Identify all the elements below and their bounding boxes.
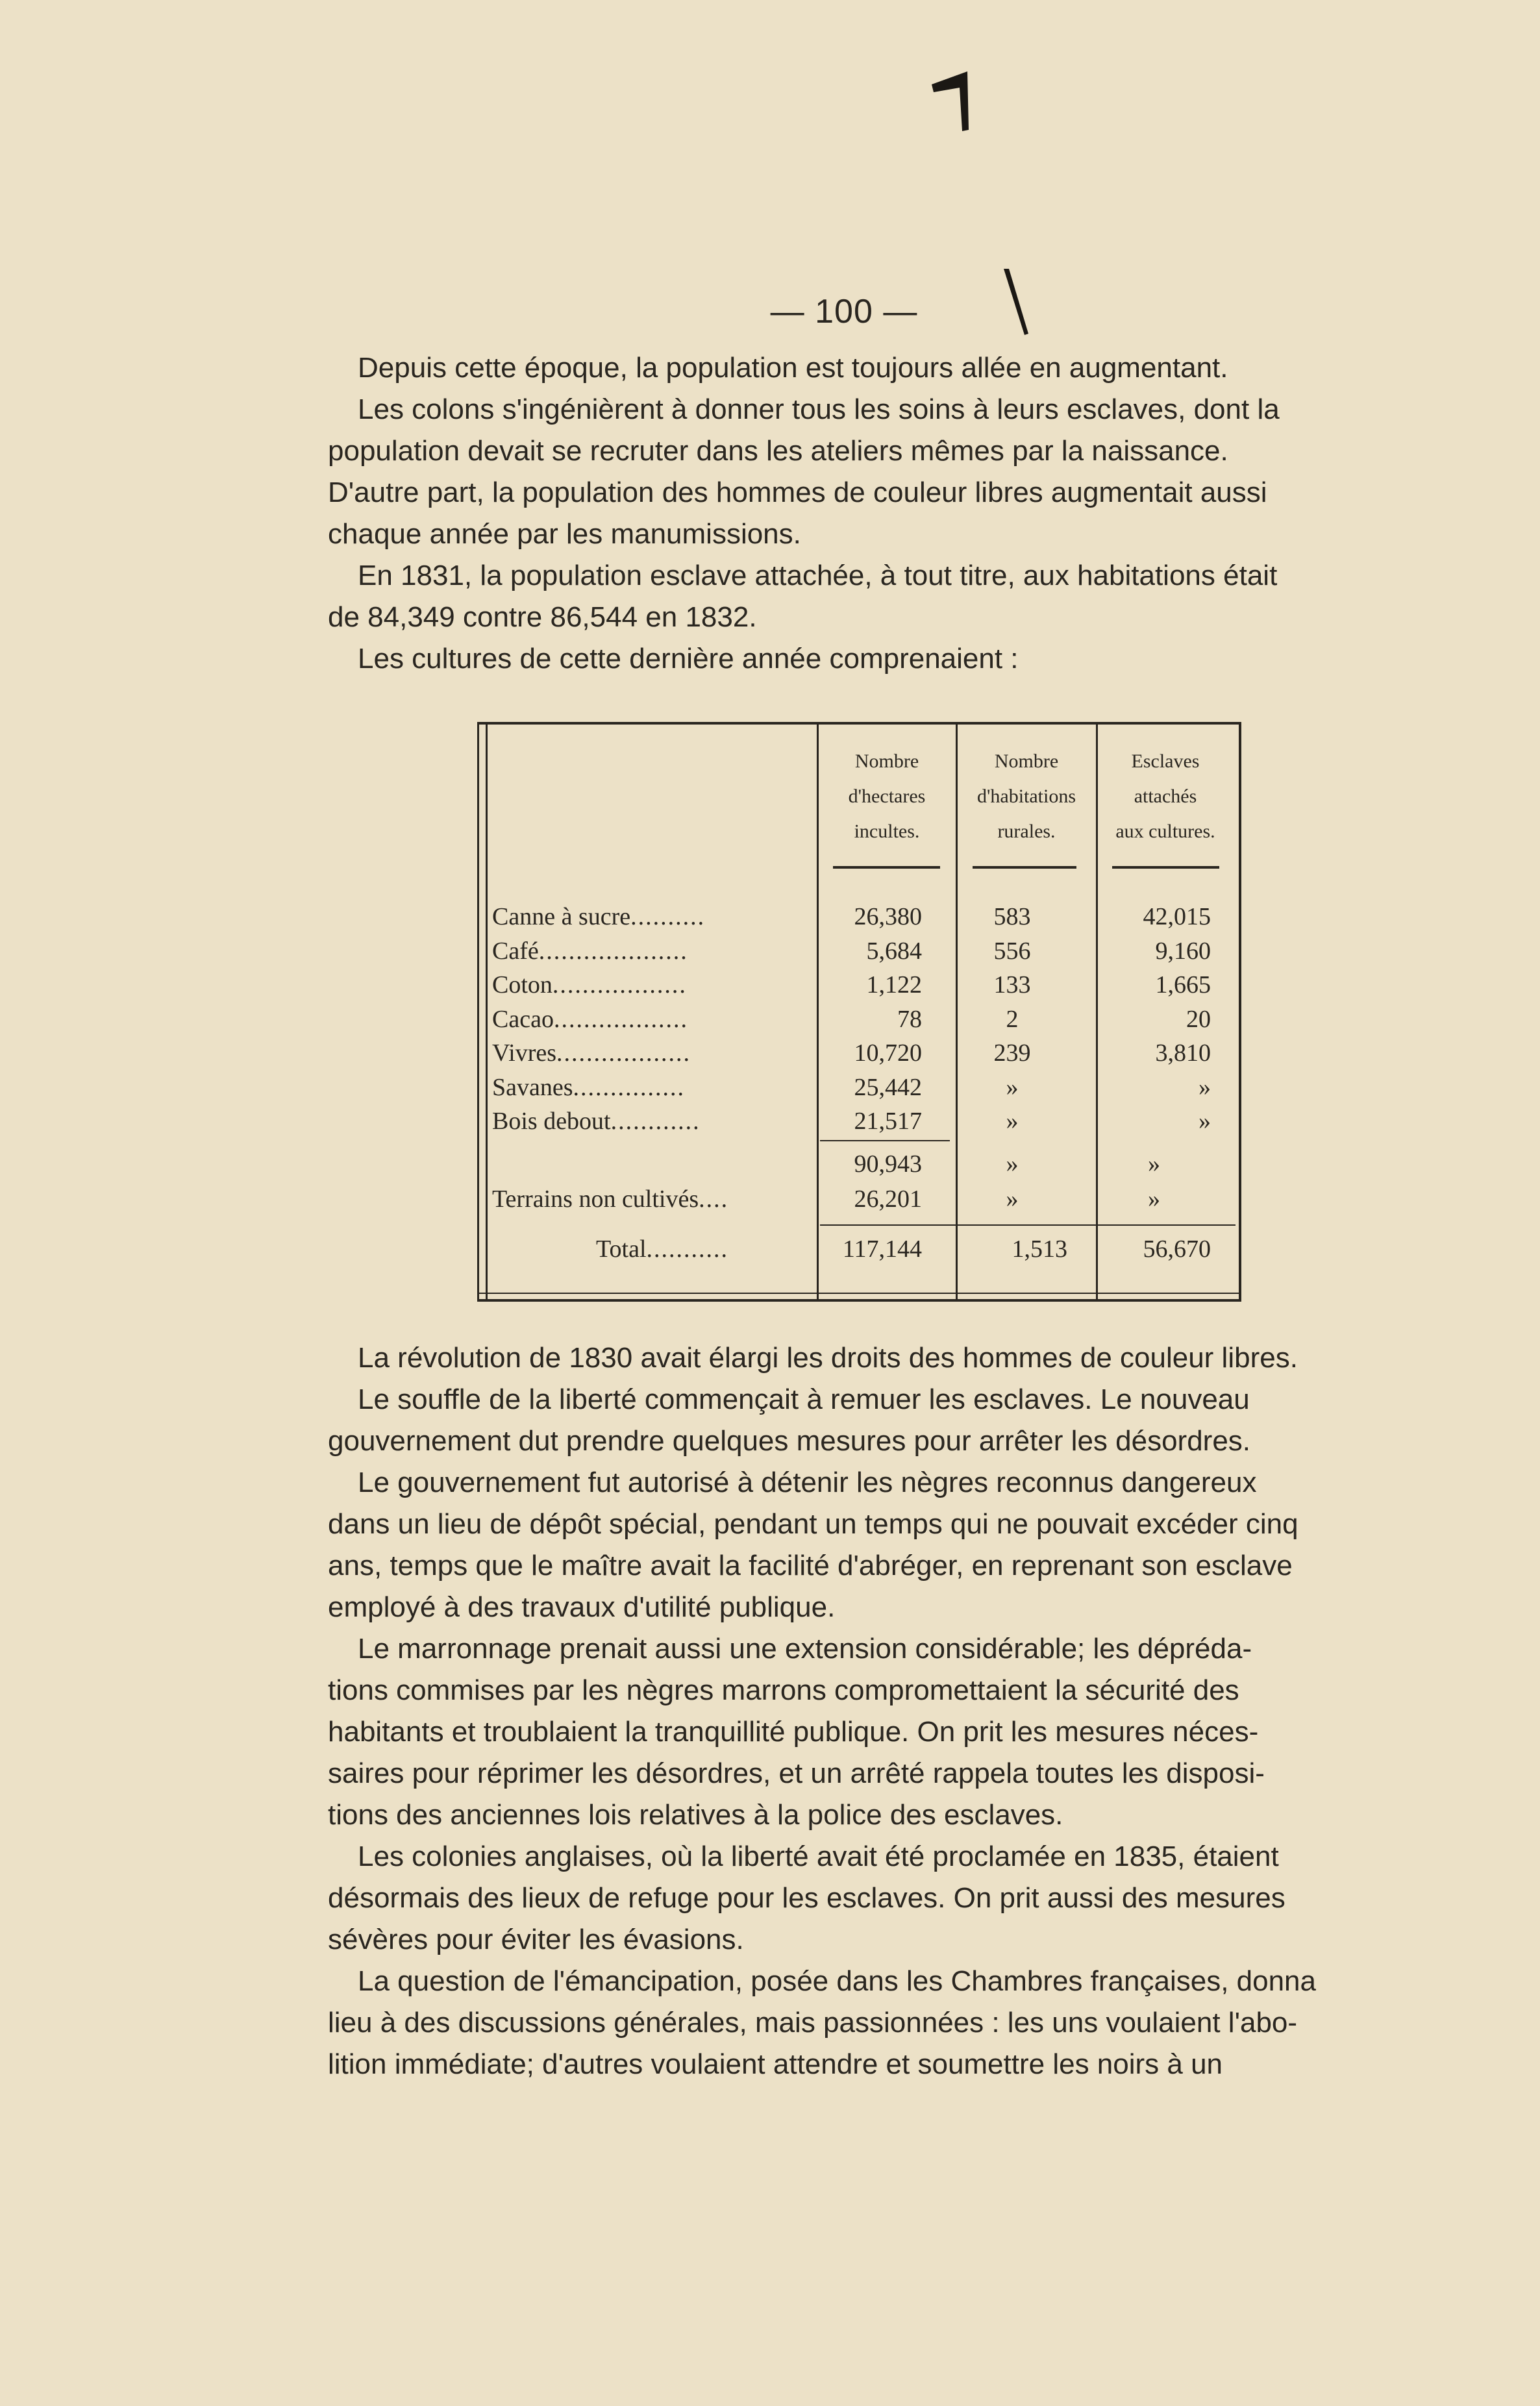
text-line: habitants et troublaient la tranquillité publique. On prit les mesures néces- [328, 1716, 1259, 1748]
table-row [479, 900, 1239, 934]
header-habitations: Nombre d'habitations rurales. [976, 750, 1076, 842]
table-row [479, 968, 1239, 1002]
ink-mark-top [928, 65, 980, 136]
text-line: ans, temps que le maître avait la facilité d'abréger, en reprenant son esclave [328, 1550, 1293, 1581]
paragraph [328, 1836, 1386, 1961]
text-line: Les colons s'ingénièrent à donner tous les soins à leurs esclaves, dont la [358, 393, 1280, 425]
row-label: Café.................... [492, 937, 688, 965]
paragraph [328, 555, 1386, 638]
header-rule [833, 866, 940, 869]
text-line: Le marronnage prenait aussi une extension considérable; les dépréda- [358, 1633, 1252, 1665]
row-label: Cacao.................. [492, 1005, 688, 1033]
paragraph [328, 347, 1386, 389]
text-line: employé à des travaux d'utilité publique. [328, 1591, 836, 1623]
row-label: Coton.................. [492, 971, 687, 998]
cell-esclaves: 3,810 [1155, 1039, 1211, 1067]
header-rule [1112, 866, 1219, 869]
text-line: lition immédiate; d'autres voulaient attendre et soumettre les noirs à un [328, 2048, 1223, 2080]
table-row-subtotal: 90,943 » » [854, 1150, 1160, 1178]
cell-hectares: 10,720 [854, 1039, 922, 1067]
cell-hectares: 21,517 [854, 1108, 922, 1135]
table-row [479, 934, 1239, 968]
text-line: de 84,349 contre 86,544 en 1832. [328, 601, 757, 633]
text-line: Les cultures de cette dernière année comprenaient : [358, 643, 1019, 675]
header-hectares: Nombre d'hectares incultes. [848, 750, 926, 842]
page-number: — 100 — [770, 293, 918, 330]
text-line: saires pour réprimer les désordres, et un arrêté rappela toutes les disposi- [328, 1757, 1265, 1789]
row-label: Savanes............... [492, 1073, 686, 1101]
row-label: Canne à sucre.......... [492, 903, 706, 930]
header-rule [973, 866, 1076, 869]
table-row [479, 1071, 1239, 1104]
text-line: tions des anciennes lois relatives à la police des esclaves. [328, 1799, 1063, 1831]
cell-habitations: 133 [993, 971, 1031, 998]
text-line: tions commises par les nègres marrons compromettaient la sécurité des [328, 1674, 1239, 1706]
table-row [479, 1002, 1239, 1036]
cell-hectares: 25,442 [854, 1073, 922, 1101]
row-label: Vivres.................. [492, 1039, 691, 1067]
paragraph [328, 1337, 1386, 1379]
table-bottom-rule [479, 1293, 1239, 1294]
cell-habitations: » [1006, 1108, 1019, 1135]
cell-habitations: 556 [993, 937, 1031, 965]
text-line: dans un lieu de dépôt spécial, pendant un temps qui ne pouvait excéder cinq [328, 1508, 1298, 1540]
cell-hectares: 5,684 [866, 937, 922, 965]
paragraph [328, 389, 1386, 555]
cell-habitations: 583 [993, 903, 1031, 930]
paragraph [328, 1628, 1386, 1836]
cell-esclaves: 9,160 [1155, 937, 1211, 965]
header-esclaves: Esclaves attachés aux cultures. [1115, 750, 1215, 842]
paragraph [328, 1379, 1386, 1462]
cell-esclaves: » [1198, 1108, 1211, 1135]
cell-esclaves: 42,015 [1143, 903, 1211, 930]
ink-mark-side [1000, 266, 1032, 338]
text-line: Depuis cette époque, la population est toujours allée en augmentant. [358, 352, 1228, 384]
cell-esclaves: 1,665 [1155, 971, 1211, 998]
table-row-non-cultives: Terrains non cultivés.... 26,201 » » [492, 1185, 1160, 1213]
paragraph [328, 638, 1386, 680]
text-line: désormais des lieux de refuge pour les esclaves. On prit aussi des mesures [328, 1882, 1285, 1914]
text-line: La question de l'émancipation, posée dans les Chambres françaises, donna [358, 1965, 1316, 1997]
total-rule [820, 1224, 1236, 1226]
text-line: La révolution de 1830 avait élargi les droits des hommes de couleur libres. [358, 1342, 1298, 1374]
text-line: Le gouvernement fut autorisé à détenir les nègres reconnus dangereux [358, 1467, 1257, 1498]
cell-esclaves: 20 [1186, 1005, 1211, 1033]
text-line: En 1831, la population esclave attachée, à tout titre, aux habitations était [358, 560, 1278, 591]
row-label: Bois debout............ [492, 1108, 701, 1135]
cell-hectares: 78 [897, 1005, 922, 1033]
text-line: sévères pour éviter les évasions. [328, 1924, 744, 1955]
text-line: gouvernement dut prendre quelques mesures pour arrêter les désordres. [328, 1425, 1251, 1457]
cultures-table [477, 722, 1241, 1302]
cell-hectares: 1,122 [866, 971, 922, 998]
cell-hectares: 26,380 [854, 903, 922, 930]
text-line: chaque année par les manumissions. [328, 518, 801, 550]
text-line: Les colonies anglaises, où la liberté avait été proclamée en 1835, étaient [358, 1841, 1279, 1872]
table-row-total: Total........... 117,144 1,513 56,670 [596, 1235, 1211, 1263]
subtotal-rule [820, 1140, 950, 1141]
intro-text [328, 347, 1386, 680]
table-row [479, 1104, 1239, 1138]
paragraph [328, 1961, 1386, 2085]
cell-habitations: 239 [993, 1039, 1031, 1067]
text-line: population devait se recruter dans les ateliers mêmes par la naissance. [328, 435, 1228, 467]
text-line: lieu à des discussions générales, mais passionnées : les uns voulaient l'abo- [328, 2007, 1298, 2039]
body-text [328, 1337, 1386, 2085]
cell-habitations: 2 [1006, 1005, 1019, 1033]
cell-habitations: » [1006, 1073, 1019, 1101]
text-line: D'autre part, la population des hommes de couleur libres augmentait aussi [328, 477, 1267, 508]
cell-esclaves: » [1198, 1073, 1211, 1101]
paragraph [328, 1462, 1386, 1628]
table-row [479, 1036, 1239, 1070]
text-line: Le souffle de la liberté commençait à remuer les esclaves. Le nouveau [358, 1383, 1250, 1415]
